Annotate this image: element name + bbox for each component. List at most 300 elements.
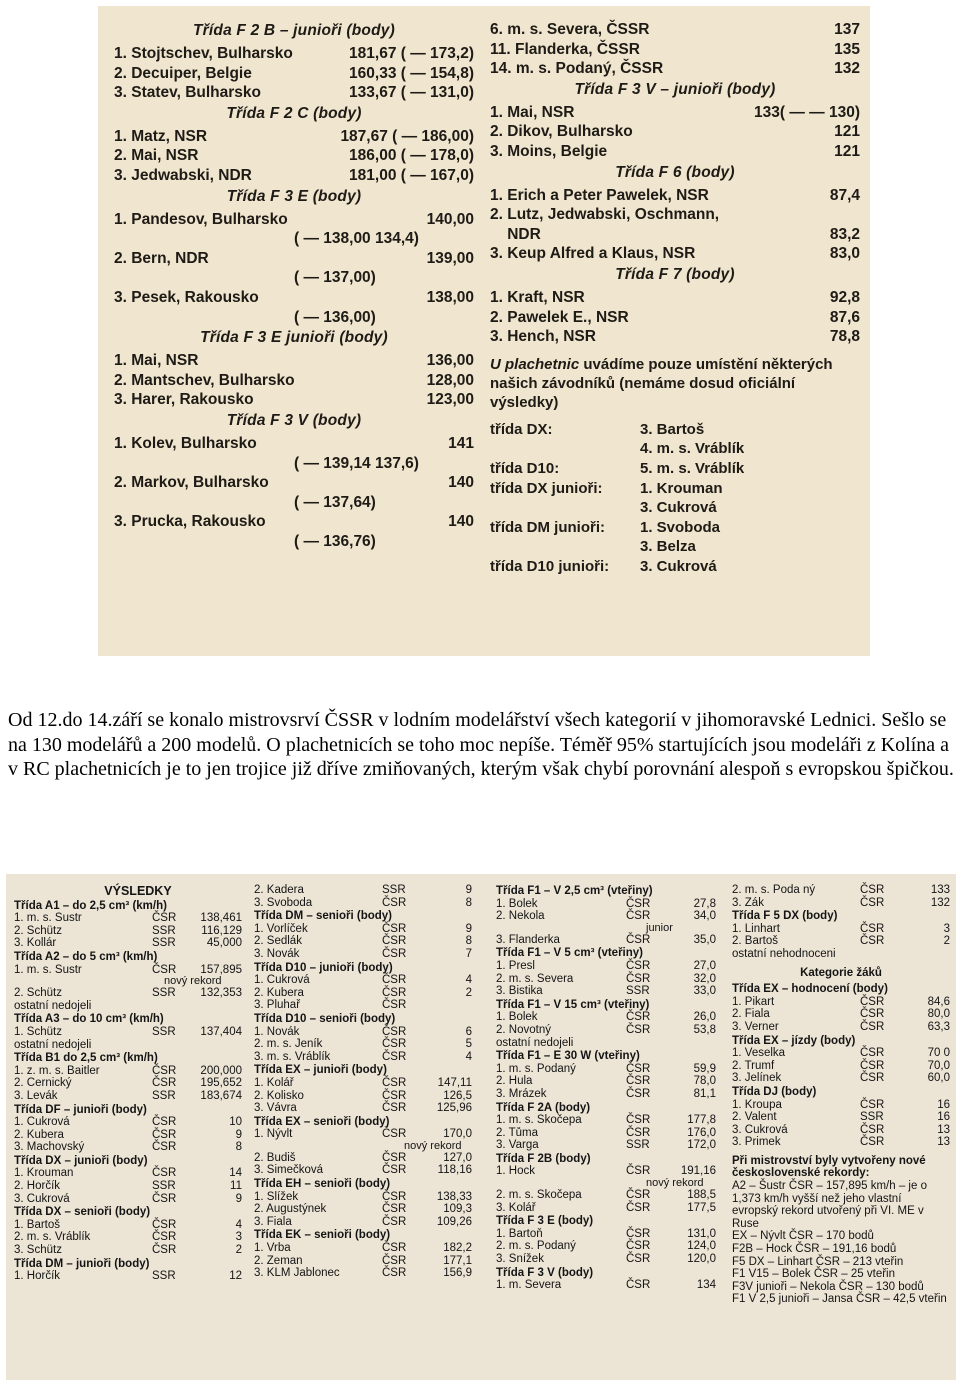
country-code: SSR [860, 1111, 884, 1124]
class-header: Třída F 3 V (body) [496, 1266, 594, 1279]
country-code: ČSR [860, 1123, 885, 1136]
result-value: 124,0 [687, 1240, 716, 1253]
country-code: ČSR [152, 1116, 177, 1129]
competitor-score: 83,2 [829, 225, 860, 243]
class-header: Třída EX – hodnocení (body) [732, 983, 888, 996]
competitor-score: 181,67 ( — 173,2) [349, 45, 474, 62]
competitor-name: ostatní nedojeli [496, 1036, 574, 1049]
competitor-name: 1. Pikart [732, 995, 775, 1008]
competitor-name: 2. m. s. Skočepa [496, 1189, 582, 1202]
result-row [114, 249, 474, 269]
competitor-name: 2. Decuiper, Belgie [114, 64, 252, 82]
country-code: ČSR [382, 1076, 407, 1089]
result-row [14, 1000, 242, 1013]
class-header: Třída A2 – do 5 cm³ (km/h) [14, 950, 158, 963]
result-row [490, 142, 860, 162]
competitor-name: 3. Harer, Rakousko [114, 391, 254, 409]
competitor-name: 1. m. Severa [496, 1279, 562, 1292]
result-value: 138,33 [436, 1190, 472, 1203]
country-code: ČSR [152, 1077, 177, 1090]
competitor-score: 160,33 ( — 154,8) [349, 64, 474, 82]
country-code: ČSR [152, 1167, 177, 1180]
country-code: ČSR [860, 1047, 885, 1060]
country-code: ČSR [382, 1038, 407, 1051]
country-code: SSR [382, 884, 406, 896]
result-row [732, 1099, 950, 1112]
sailboat-placing: 1. Krouman [640, 479, 723, 497]
result-row [254, 1164, 472, 1177]
result-value: 5 [465, 1038, 472, 1051]
competitor-name: 3. m. s. Vráblík [254, 1050, 331, 1063]
result-row [496, 910, 716, 923]
competitor-name: 3. Statev, Bulharsko [114, 84, 262, 102]
competitor-name: ostatní nehodnoceni [732, 947, 836, 960]
result-row [14, 1090, 242, 1103]
class-header: Třída DJ (body) [732, 1085, 817, 1098]
sailboat-class-label [490, 537, 640, 557]
result-row [496, 1037, 716, 1050]
result-row [490, 308, 860, 328]
result-row [14, 1116, 242, 1129]
result-value: 127,0 [443, 1151, 472, 1164]
result-value: 200,000 [200, 1064, 242, 1077]
competitor-name: 2. Tůma [496, 1126, 538, 1139]
result-value: 191,16 [680, 1165, 716, 1178]
result-row [14, 1077, 242, 1090]
result-row [254, 1077, 472, 1090]
result-row [490, 103, 860, 123]
competitor-name: 3. Žák [732, 896, 764, 909]
results-sections-right [490, 81, 860, 347]
class-header: Třída EK – senioři (body) [254, 1229, 391, 1242]
result-row [732, 948, 950, 961]
competitor-name: 1. Bolek [496, 1011, 538, 1024]
result-row [114, 371, 474, 391]
competitor-name: 1. Erich a Peter Pawelek, NSR [490, 186, 709, 204]
result-value: 116,129 [201, 924, 242, 937]
result-subrow [114, 268, 474, 288]
country-code: ČSR [152, 1218, 177, 1231]
sailboat-note [490, 355, 860, 412]
country-code: ČSR [382, 896, 407, 909]
result-row [732, 923, 950, 936]
class-header: Třída F 3 E (body) [226, 187, 362, 205]
competitor-name: 3. Mrázek [496, 1087, 547, 1100]
competitor-score: 140 [448, 474, 474, 492]
competitor-name: 3. Levák [14, 1089, 58, 1102]
competitor-score: 133( — — 130) [754, 103, 860, 121]
record-f3v-junior: F3V junioři – Nekola ČSR – 130 bodů [732, 1280, 924, 1293]
result-row [14, 1141, 242, 1154]
competitor-name: 3. Varga [496, 1139, 539, 1152]
country-code: ČSR [626, 1114, 651, 1127]
result-row [14, 1231, 242, 1244]
competitor-name: 1. Linhart [732, 922, 780, 935]
result-value [196, 1039, 242, 1052]
result-row [254, 1203, 472, 1216]
competitor-score: 78,8 [829, 328, 860, 346]
country-code: SSR [152, 937, 176, 950]
result-row [496, 1189, 716, 1202]
competitor-name: 14. m. s. Podaný, ČSSR [490, 60, 664, 78]
class-header: Třída F 6 (body) [615, 163, 735, 181]
country-code: ČSR [382, 922, 407, 935]
result-value: 4 [235, 1218, 242, 1231]
result-row [14, 1167, 242, 1180]
result-value: 80,0 [927, 1008, 950, 1021]
country-code: ČSR [860, 1136, 885, 1149]
competitor-name: 3. Jelínek [732, 1072, 782, 1085]
result-row [14, 1219, 242, 1232]
competitor-name: 1. Hock [496, 1165, 535, 1178]
result-row [496, 1279, 716, 1292]
country-code: ČSR [382, 1242, 407, 1255]
result-value: 137,404 [200, 1025, 242, 1038]
country-code: ČSR [152, 1231, 177, 1244]
result-row [732, 1047, 950, 1060]
result-value: 60,0 [927, 1072, 950, 1085]
country-code: ČSR [860, 1059, 885, 1072]
result-row [732, 897, 950, 910]
competitor-name: 3. KLM Jablonec [254, 1267, 340, 1280]
result-value: 7 [465, 947, 472, 960]
class-header: Třída F 3 E junioři (body) [200, 329, 388, 347]
result-row [496, 985, 716, 998]
country-code: ČSR [382, 1089, 407, 1102]
result-row [254, 1191, 472, 1204]
class-header: Třída F 5 DX (body) [732, 910, 838, 923]
result-value: 32,0 [693, 972, 716, 985]
result-value: 3 [235, 1231, 242, 1244]
class-header: Třída F 2 C (body) [226, 104, 362, 122]
competitor-name: 1. m. s. Šustr [14, 963, 82, 976]
result-value: 12 [229, 1270, 242, 1283]
result-row [490, 59, 860, 79]
results-column-left [114, 20, 474, 551]
previous-scores: ( — 139,14 137,6) [294, 454, 419, 472]
country-code: ČSR [626, 1201, 651, 1214]
country-code [860, 948, 904, 961]
result-row [490, 186, 860, 206]
result-value: 35,0 [693, 933, 716, 946]
country-code: ČSR [152, 963, 177, 976]
competitor-score: 121 [834, 123, 860, 141]
result-value: 6 [465, 1025, 472, 1038]
country-code: SSR [626, 1139, 650, 1152]
competitor-name: 2. Mai, NSR [114, 147, 199, 165]
result-row [496, 1024, 716, 1037]
competitor-name: 3. Jedwabski, NDR [114, 166, 252, 184]
result-row [114, 146, 474, 166]
competitor-name: 1. Slížek [254, 1190, 299, 1203]
result-row [254, 897, 472, 910]
result-value: 70,0 [927, 1059, 950, 1072]
competitor-name: 2. Kubera [254, 986, 304, 999]
class-header: Třída F 2A (body) [496, 1101, 591, 1114]
result-subrow [114, 454, 474, 474]
result-row [496, 898, 716, 911]
competitor-name: 1. Pandesov, Bulharsko [114, 210, 288, 228]
country-code: ČSR [626, 897, 651, 910]
competitor-name: 11. Flanderka, ČSSR [490, 40, 640, 58]
result-value: 172,0 [687, 1139, 716, 1152]
result-row [114, 351, 474, 371]
class-header: Třída F 3 V (body) [226, 411, 362, 429]
result-subrow [114, 229, 474, 249]
sailboat-placing: 1. Svoboda [640, 518, 721, 536]
result-row [14, 1193, 242, 1206]
result-row [114, 512, 474, 532]
competitor-name: 1. Nývlt [254, 1128, 293, 1141]
class-header: Kategorie žáků [800, 966, 882, 979]
competitor-name: 3. Flanderka [496, 933, 560, 946]
result-value: 9 [465, 922, 472, 935]
previous-scores: ( — 138,00 134,4) [294, 230, 419, 248]
competitor-name: 3. Snížek [496, 1253, 544, 1266]
country-code: ČSR [382, 1190, 407, 1203]
country-code: ČSR [382, 1164, 407, 1177]
competitor-score: 87,4 [829, 186, 860, 204]
competitor-name: 2. Lutz, Jedwabski, Oschmann, [490, 206, 720, 224]
sailboat-placing: 4. m. s. Vráblík [640, 440, 745, 458]
result-row [14, 1039, 242, 1052]
country-code: ČSR [152, 1128, 177, 1141]
result-row [490, 20, 860, 40]
country-code: ČSR [626, 1253, 651, 1266]
country-code: ČSR [626, 1087, 651, 1100]
result-value: 59,9 [693, 1062, 716, 1075]
country-code: ČSR [382, 1215, 407, 1228]
result-subrow [114, 493, 474, 513]
results-clipping-top [98, 6, 870, 656]
result-row [732, 1008, 950, 1021]
result-row [254, 1255, 472, 1268]
result-row [14, 937, 242, 950]
class-header: Třída EH – senioři (body) [254, 1178, 391, 1191]
competitor-name: ostatní nedojeli [14, 1038, 92, 1051]
result-value: 14 [229, 1167, 242, 1180]
result-row [14, 1129, 242, 1142]
class-header: Třída EX – jízdy (body) [732, 1034, 856, 1047]
competitor-name: 2. Bern, NDR [114, 249, 209, 267]
country-code: ČSR [382, 947, 407, 960]
competitor-name: 1. Cukrová [14, 1116, 70, 1129]
competitor-score: 141 [448, 434, 474, 452]
result-value: 183,674 [200, 1089, 242, 1102]
class-header: Třída B1 do 2,5 cm³ (km/h) [14, 1052, 158, 1065]
competitor-name: 2. Sedlák [254, 935, 302, 948]
country-code: ČSR [382, 1254, 407, 1267]
class-header: Třída F 3 V – junioři (body) [574, 80, 776, 98]
result-subrow [114, 308, 474, 328]
competitor-name: 1. Presl [496, 959, 535, 972]
country-code: ČSR [626, 972, 651, 985]
class-header: Třída DX – junioři (body) [14, 1154, 148, 1167]
result-value: 156,9 [443, 1267, 472, 1280]
class-header: Třída F1 – E 30 W (vteřiny) [496, 1050, 640, 1063]
country-code: SSR [152, 1089, 176, 1102]
sailboat-placing: 3. Cukrová [640, 557, 717, 575]
result-row [496, 1075, 716, 1088]
result-row [254, 1216, 472, 1229]
country-code: ČSR [860, 884, 885, 896]
result-row [732, 1072, 950, 1085]
result-row [254, 987, 472, 1000]
competitor-score: 133,67 ( — 131,0) [349, 84, 474, 102]
results-column-4 [732, 884, 950, 1306]
competitor-name: 2. Dikov, Bulharsko [490, 123, 633, 141]
competitor-score: 138,00 [426, 288, 474, 306]
sailboat-placing: 3. Cukrová [640, 499, 717, 517]
result-value: 8 [465, 896, 472, 909]
sailboat-placing: 3. Belza [640, 538, 696, 556]
country-code: ČSR [626, 1189, 651, 1202]
competitor-name: 1. Horčík [14, 1270, 61, 1283]
result-row [254, 948, 472, 961]
result-row [14, 1026, 242, 1039]
result-row [490, 244, 860, 264]
country-code: ČSR [626, 959, 651, 972]
country-code: ČSR [152, 1192, 177, 1205]
previous-scores: ( — 137,64) [294, 493, 376, 511]
competitor-name: 3. Schütz [14, 1244, 62, 1257]
competitor-name: 2. Zeman [254, 1254, 303, 1267]
competitor-name: 2. m. s. Vráblík [14, 1231, 91, 1244]
competitor-name: 3. Vávra [254, 1102, 297, 1115]
competitor-name: 1. m. s. Skočepa [496, 1114, 582, 1127]
result-value [426, 999, 472, 1012]
competitor-name: 1. Schütz [14, 1025, 62, 1038]
result-value: 53,8 [693, 1023, 716, 1036]
result-value: 131,0 [687, 1227, 716, 1240]
country-code: ČSR [382, 935, 407, 948]
competitor-name: 1. Krouman [14, 1167, 74, 1180]
class-header: Třída F1 – V 5 cm³ (vteřiny) [496, 947, 643, 960]
result-value: 70 0 [927, 1047, 950, 1060]
result-row [114, 434, 474, 454]
class-header: Třída DF – junioři (body) [14, 1103, 147, 1116]
result-value: 16 [937, 1111, 950, 1124]
competitor-name: 1. Kolář [254, 1076, 294, 1089]
competitor-name: 1. Mai, NSR [490, 103, 575, 121]
competitor-score: 186,00 ( — 178,0) [349, 147, 474, 165]
country-code: SSR [152, 924, 176, 937]
result-row [114, 127, 474, 147]
competitor-name: 1. Kolev, Bulharsko [114, 434, 257, 452]
result-value [196, 1000, 242, 1013]
competitor-score: 137 [834, 21, 860, 38]
result-value: 132 [930, 896, 950, 909]
result-value: 138,461 [200, 912, 242, 925]
competitor-name: 3. Moins, Belgie [490, 142, 608, 160]
class-header: Třída A3 – do 10 cm³ (km/h) [14, 1013, 164, 1026]
previous-scores: ( — 136,00) [294, 308, 376, 326]
competitor-name: 2. Kadera [254, 884, 304, 896]
result-value: 3 [943, 922, 950, 935]
result-value: 45,000 [206, 937, 242, 950]
result-row [496, 1127, 716, 1140]
result-value: 170,0 [443, 1128, 472, 1141]
results-column-2 [254, 884, 472, 1280]
result-row [14, 1180, 242, 1193]
result-subrow [114, 532, 474, 552]
country-code: ČSR [382, 1267, 407, 1280]
competitor-score: 83,0 [829, 245, 860, 263]
result-value: 33,0 [693, 985, 716, 998]
result-value: 2 [235, 1244, 242, 1257]
country-code: ČSR [626, 1075, 651, 1088]
class-header: Třída F 2B (body) [496, 1152, 591, 1165]
sailboat-class-label: třída DX junioři: [490, 479, 603, 497]
result-row [496, 1240, 716, 1253]
competitor-name: 1. Vrba [254, 1242, 291, 1255]
records-title: Při mistrovství byly vytvořeny nové československé rekordy: [732, 1154, 926, 1180]
competitor-name: 2. Horčík [14, 1180, 61, 1193]
country-code: SSR [152, 987, 176, 1000]
competitor-name: 3. Kollár [14, 937, 57, 950]
record-f1v15: F1 V15 – Bolek ČSR – 25 vteřin [732, 1268, 895, 1281]
country-code: ČSR [626, 1240, 651, 1253]
result-value: 8 [465, 935, 472, 948]
competitor-name: 1. Veselka [732, 1047, 786, 1060]
competitor-name: 1. Bartoš [14, 1218, 61, 1231]
result-row [114, 390, 474, 410]
sailboat-class-label [490, 439, 640, 459]
sailboat-placing: 3. Bartoš [640, 420, 705, 438]
result-value: 27,8 [693, 897, 716, 910]
competitor-name: 1. Cukrová [254, 974, 310, 987]
record-f1v25-junior: F1 V 2,5 junioři – Jansa ČSR – 42,5 vteřin [732, 1293, 947, 1306]
result-value: 16 [937, 1098, 950, 1111]
result-row [14, 1244, 242, 1257]
competitor-name: 2. Budiš [254, 1151, 296, 1164]
result-row [14, 1270, 242, 1283]
competitor-score: 121 [834, 142, 860, 160]
result-value: 182,2 [443, 1242, 472, 1255]
result-value: 9 [235, 1128, 242, 1141]
country-code: ČSR [626, 910, 651, 923]
result-row [490, 122, 860, 142]
competitor-name: 1. Novák [254, 1025, 300, 1038]
result-value: 63,3 [927, 1020, 950, 1033]
result-row [732, 1111, 950, 1124]
competitor-name: 1. Kraft, NSR [490, 288, 585, 306]
competitor-name: 1. Matz, NSR [114, 127, 208, 145]
country-code: ČSR [382, 1203, 407, 1216]
result-value: 13 [937, 1123, 950, 1136]
result-row [254, 1128, 472, 1141]
competitor-name: ostatní nedojeli [14, 999, 92, 1012]
country-code: ČSR [626, 1062, 651, 1075]
country-code: ČSR [626, 1011, 651, 1024]
class-header: Třída DX – senioři (body) [14, 1206, 151, 1219]
country-code: ČSR [382, 986, 407, 999]
competitor-name: 3. Fiala [254, 1215, 292, 1228]
competitor-name: 3. Machovský [14, 1141, 85, 1154]
class-header: Třída F 2 B – junioři (body) [193, 22, 395, 39]
record-a2: A2 – Šustr ČSR – 157,895 km/h – je o 1,373 km/h vyšší než jeho vlastní evropský rekord utvořený při VI. ME v Ruse [732, 1180, 927, 1230]
class-header: Třída EX – junioři (body) [254, 1064, 387, 1077]
competitor-score: 123,00 [426, 391, 474, 409]
result-row [254, 1090, 472, 1103]
competitor-name: 2. Fiala [732, 1008, 770, 1021]
result-value: 176,0 [687, 1126, 716, 1139]
result-row [496, 1139, 716, 1152]
result-value: 125,96 [436, 1102, 472, 1115]
result-note: nový rekord [646, 1177, 704, 1190]
result-row [114, 210, 474, 230]
result-value: 10 [229, 1116, 242, 1129]
